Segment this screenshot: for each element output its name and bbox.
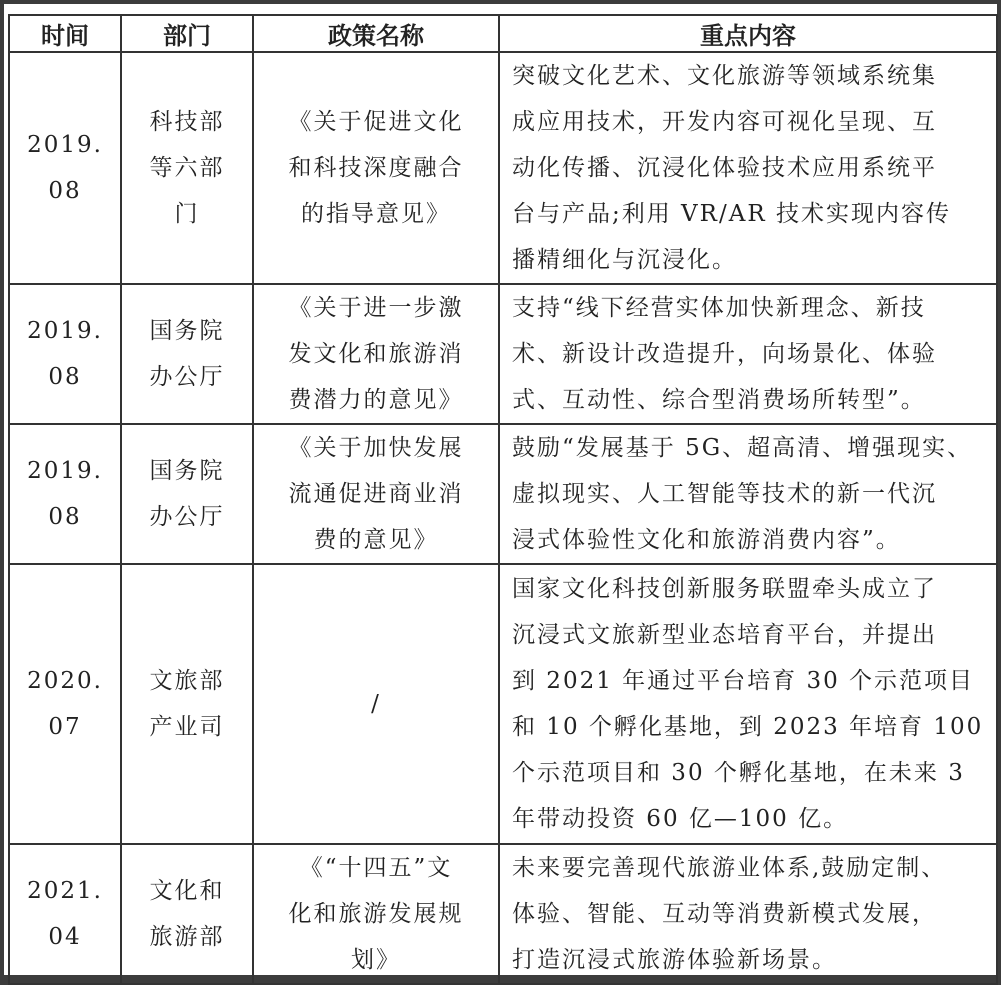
cell-text-line: 虚拟现实、人工智能等技术的新一代沉 bbox=[512, 481, 937, 507]
cell-text-line: 到 2021 年通过平台培育 30 个示范项目 bbox=[512, 668, 975, 694]
policy-name-cell bbox=[253, 52, 499, 284]
key-content-cell bbox=[499, 284, 997, 424]
cell-text-line: 鼓励“发展基于 5G、超高清、增强现实、 bbox=[512, 435, 973, 461]
cell-text-line: 动化传播、沉浸化体验技术应用系统平 bbox=[512, 155, 937, 181]
time-cell bbox=[9, 284, 121, 424]
cell-text-line: 沉浸式文旅新型业态培育平台，并提出 bbox=[512, 622, 937, 648]
cell-text-line: 国务院 bbox=[149, 458, 225, 484]
cell-text-line: 和科技深度融合 bbox=[288, 155, 464, 181]
header-key-content: 重点内容 bbox=[499, 15, 997, 52]
cell-text-line: 费的意见》 bbox=[313, 527, 439, 553]
cell-text-line: 08 bbox=[48, 504, 82, 530]
cell-text-line: 《关于进一步激 bbox=[288, 295, 464, 321]
cell-text-line: 打造沉浸式旅游体验新场景。 bbox=[512, 947, 837, 973]
cell-text-line: 2019. bbox=[27, 132, 103, 158]
policy-table bbox=[8, 14, 998, 985]
cell-text-line: 化和旅游发展规 bbox=[288, 901, 464, 927]
cell-text-line: 《“十四五”文 bbox=[299, 855, 453, 881]
policy-name-cell bbox=[253, 564, 499, 844]
key-content-cell bbox=[499, 564, 997, 844]
cell-text-line: 办公厅 bbox=[149, 504, 225, 530]
cell-text-line: 支持“线下经营实体加快新理念、新技 bbox=[512, 295, 926, 321]
time-cell bbox=[9, 844, 121, 984]
header-row bbox=[9, 15, 997, 52]
cell-text-line: 未来要完善现代旅游业体系,鼓励定制、 bbox=[512, 855, 947, 881]
cell-text-line: 费潜力的意见》 bbox=[288, 387, 464, 413]
key-content-cell bbox=[499, 52, 997, 284]
cell-text-line: 等六部 bbox=[149, 155, 225, 181]
cell-text-line: 门 bbox=[174, 201, 200, 227]
table-row bbox=[9, 564, 997, 844]
header-time: 时间 bbox=[9, 15, 121, 52]
cell-text-line: 旅游部 bbox=[149, 924, 225, 950]
cell-text-line: 08 bbox=[48, 178, 82, 204]
table-row bbox=[9, 424, 997, 564]
cell-text-line: 的指导意见》 bbox=[301, 201, 451, 227]
policy-name-cell bbox=[253, 424, 499, 564]
department-cell bbox=[121, 844, 253, 984]
cell-text-line: 08 bbox=[48, 364, 82, 390]
department-cell bbox=[121, 424, 253, 564]
cell-text-line: 浸式体验性文化和旅游消费内容”。 bbox=[512, 527, 901, 553]
cell-text-line: 2019. bbox=[27, 318, 103, 344]
time-cell bbox=[9, 52, 121, 284]
cell-text-line: 式、互动性、综合型消费场所转型”。 bbox=[512, 387, 926, 413]
cell-text-line: 突破文化艺术、文化旅游等领域系统集 bbox=[512, 63, 937, 89]
cell-text-line: 国务院 bbox=[149, 318, 225, 344]
cell-text-line: 科技部 bbox=[149, 109, 225, 135]
policy-name-cell bbox=[253, 284, 499, 424]
header-policy-name: 政策名称 bbox=[253, 15, 499, 52]
header-department: 部门 bbox=[121, 15, 253, 52]
table-row bbox=[9, 52, 997, 284]
cell-text-line: 办公厅 bbox=[149, 364, 225, 390]
policy-name-cell bbox=[253, 844, 499, 984]
cell-text-line: 划》 bbox=[351, 947, 401, 973]
cell-text-line: 播精细化与沉浸化。 bbox=[512, 247, 737, 273]
cell-text-line: 2021. bbox=[27, 878, 103, 904]
cell-text-line: 04 bbox=[48, 924, 82, 950]
cell-text-line: 文化和 bbox=[149, 878, 225, 904]
cell-text-line: 2019. bbox=[27, 458, 103, 484]
cell-text-line: 文旅部 bbox=[149, 668, 225, 694]
cell-text-line: 个示范项目和 30 个孵化基地，在未来 3 bbox=[512, 760, 965, 786]
cell-text-line: 术、新设计改造提升，向场景化、体验 bbox=[512, 341, 937, 367]
cell-text-line: 体验、智能、互动等消费新模式发展， bbox=[512, 901, 937, 927]
time-cell bbox=[9, 424, 121, 564]
cell-text-line: 《关于加快发展 bbox=[288, 435, 464, 461]
cell-text-line: 发文化和旅游消 bbox=[288, 341, 464, 367]
department-cell bbox=[121, 564, 253, 844]
table-row bbox=[9, 844, 997, 984]
cell-text-line: 产业司 bbox=[149, 714, 225, 740]
cell-text-line: 成应用技术，开发内容可视化呈现、互 bbox=[512, 109, 937, 135]
document-page bbox=[4, 4, 997, 975]
cell-text-line: 2020. bbox=[27, 668, 103, 694]
cell-text-line: 台与产品;利用 VR/AR 技术实现内容传 bbox=[512, 201, 951, 227]
cell-text-line: 《关于促进文化 bbox=[288, 109, 464, 135]
cell-text-line: 07 bbox=[48, 714, 82, 740]
cell-text-line: 年带动投资 60 亿—100 亿。 bbox=[512, 806, 849, 832]
cell-text-line: 国家文化科技创新服务联盟牵头成立了 bbox=[512, 576, 937, 602]
department-cell bbox=[121, 284, 253, 424]
table-row bbox=[9, 284, 997, 424]
key-content-cell bbox=[499, 844, 997, 984]
key-content-cell bbox=[499, 424, 997, 564]
time-cell bbox=[9, 564, 121, 844]
cell-text-line: 和 10 个孵化基地，到 2023 年培育 100 bbox=[512, 714, 984, 740]
department-cell bbox=[121, 52, 253, 284]
cell-text-line: 流通促进商业消 bbox=[288, 481, 464, 507]
cell-text-line: / bbox=[371, 691, 381, 717]
